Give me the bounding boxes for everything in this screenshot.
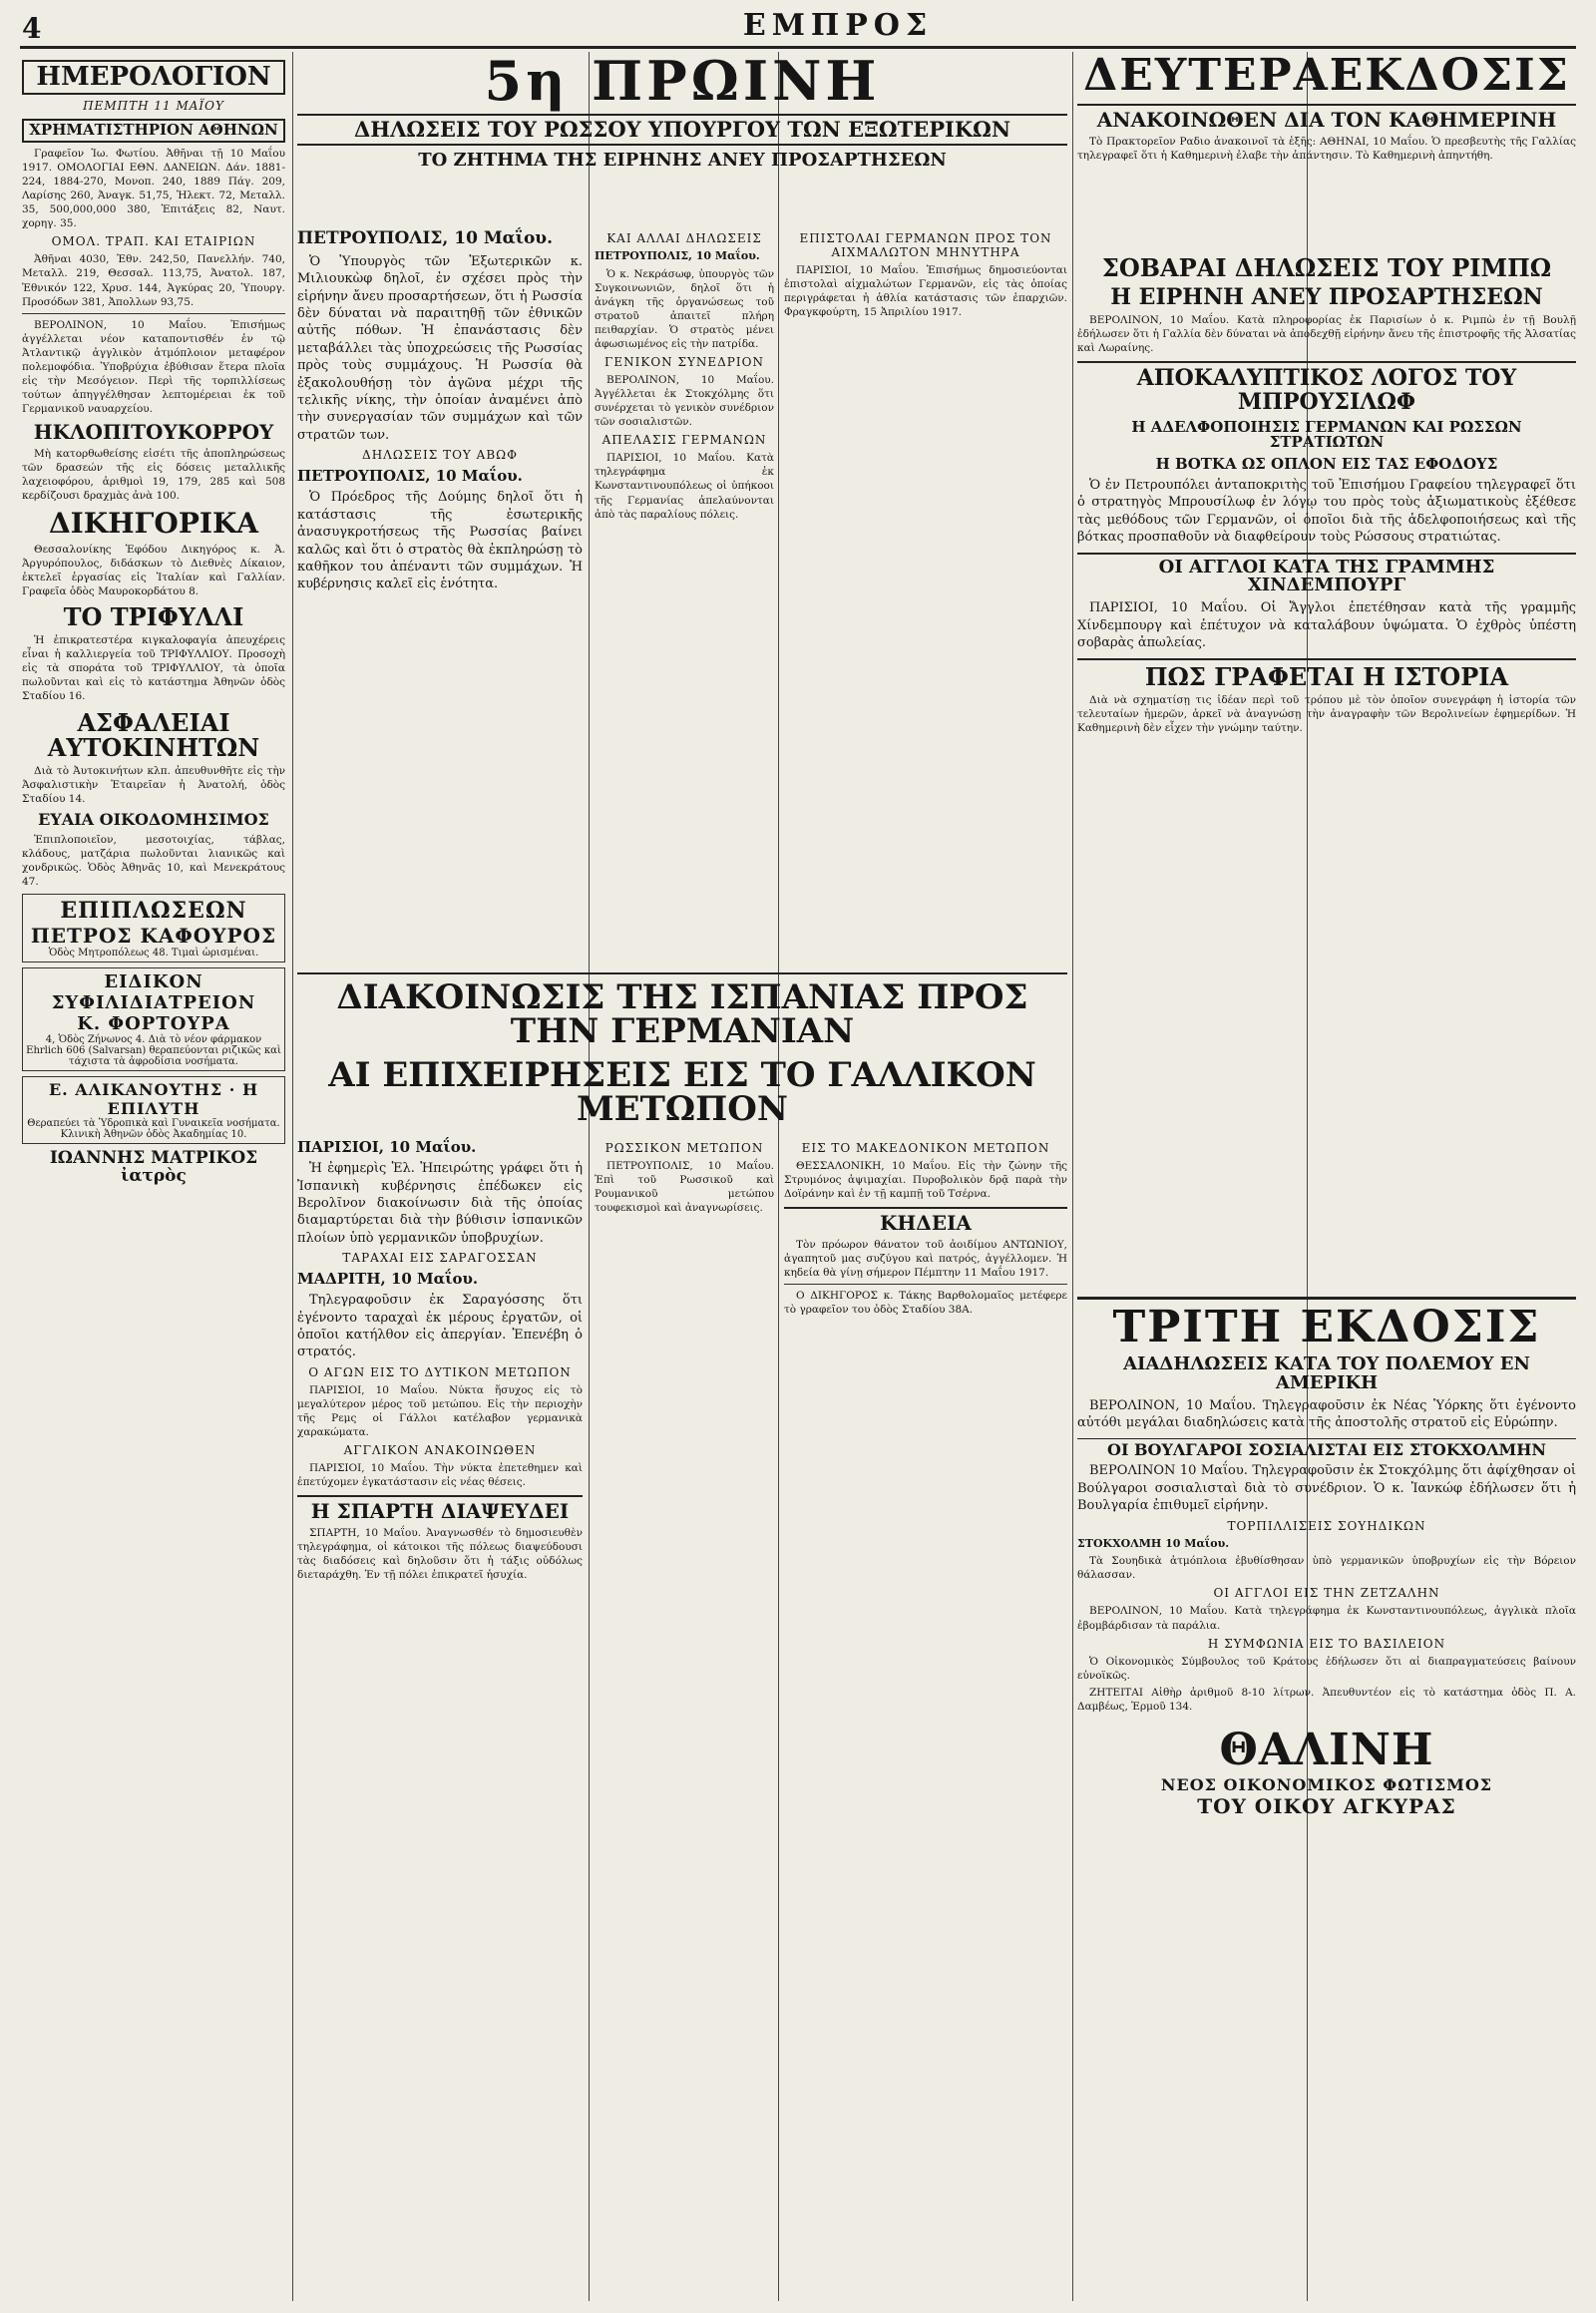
a1-text: Ὁ Ὑπουργὸς τῶν Ἐξωτερικῶν κ. Μιλιουκὼφ δηλοῖ, ἐν σχέσει πρὸς τὴν εἰρήνην ἄνευ προσαρτήσεων, ὅτι ἡ Ρωσσία δὲν δύναται νὰ παραιτηθῇ τῶν ἐθνικῶν αὐτῆς πόθων. Ἡ ἐπανάστασις δὲν μεταβάλλει τὰς ὑποχρεώσεις τῆς Ρωσσίας πρὸς τοὺς συμμάχους. Ἡ Ρωσσία θὰ ἐξακολουθήσῃ τὸν ἀγῶνα μέχρι τῆς τελικῆς νίκης, τὴν ὁποίαν ἀναμένει ἀπὸ τὴν συνεργασίαν τῶν συμμάχων καὶ τῶν στρατῶν των.	[297, 253, 583, 443]
right-header	[1077, 54, 1576, 248]
lawyer-note: Ο ΔΙΚΗΓΟΡΟΣ κ. Τάκης Βαρθολομαῖος μετέφερε τὸ γραφεῖον του ὁδὸς Σταδίου 38Α.	[784, 1290, 1067, 1317]
lawyers-title: ΔΙΚΗΓΟΡΙΚΑ	[48, 507, 259, 541]
syphilis-title: ΕΙΔΙΚΟΝ ΣΥΦΙΛΙΔΙΑΤΡΕΙΟΝ	[51, 971, 256, 1014]
torpedo-dateline: ΣΤΟΚΧΟΛΜΗ 10 Μαΐου.	[1077, 1536, 1230, 1550]
brusilov-text: Ὁ ἐν Πετρουπόλει ἀνταποκριτὴς τοῦ Ἐπισήμου Γραφείου τηλεγραφεῖ ὅτι ὁ στρατηγὸς Μπρουσίλωφ ἐν λόγῳ του πρὸς τοὺς ἀξιωματικοὺς ἐξέθεσε τὰς μεθόδους τῶν Γερμανῶν, οἱ ὁποῖοι διὰ τῆς ἀδελφοποιήσεως καὶ τῆς βότκας προσπαθοῦν νὰ διαφθείρουν τοὺς Ρώσσους στρατιώτας.	[1077, 477, 1576, 546]
column-rule	[292, 52, 293, 2301]
a4-text: ΒΕΡΟΛΙΝΟΝ, 10 Μαΐου. Ἀγγέλλεται ἐκ Στοκχόλμης ὅτι συνέρχεται τὸ γενικὸν συνέδριον τῶν σοσιαλιστῶν.	[595, 374, 774, 429]
thalini-sub: ΝΕΟΣ ΟΙΚΟΝΟΜΙΚΟΣ ΦΩΤΙΣΜΟΣ	[1160, 1774, 1493, 1794]
trifylli-title: ΤΟ ΤΡΙΦΥΛΛΙ	[63, 602, 244, 631]
america-title: ΑΙΑΔΗΛΩΣΕΙΣ ΚΑΤΑ ΤΟΥ ΠΟΛΕΜΟΥ ΕΝ ΑΜΕΡΙΚΗ	[1123, 1353, 1530, 1393]
a3-dateline: ΠΕΤΡΟΥΠΟΛΙΣ, 10 Μαΐου.	[595, 249, 760, 262]
a5-text: ΠΑΡΙΣΙΟΙ, 10 Μαΐου. Κατὰ τηλεγράφημα ἐκ Κωνσταντινουπόλεως οἱ ὑπήκοοι τῆς Γερμανίας ἀπελαύνονται ἀπὸ τὰς παραλίους πόλεις.	[595, 452, 774, 521]
clinic-text: Θεραπεύει τὰ Ὑδροπικὰ καὶ Γυναικεῖα νοσήματα. Κλινικὴ Ἀθηνῶν ὁδὸς Ἀκαδημίας 10.	[27, 1118, 280, 1141]
history-title: ΠΩΣ ΓΡΑΦΕΤΑΙ Η ΙΣΤΟΡΙΑ	[1077, 658, 1576, 689]
a6-text: ΠΑΡΙΣΙΟΙ, 10 Μαΐου. Ἐπισήμως δημοσιεύονται ἐπιστολαὶ αἰχμαλώτων Γερμανῶν, εἰς τὰς ὁποίας περιγράφεται ἡ ἀθλία κατάστασις τῶν ἐπαρχιῶν. Φραγκφούρτη, 15 Ἀπριλίου 1917.	[784, 264, 1067, 319]
sparta-title: Η ΣΠΑΡΤΗ ΔΙΑΨΕΥΔΕΙ	[297, 1495, 583, 1522]
calendar-day: ΠΕΜΠΤΗ 11 ΜΑΪΟΥ	[83, 99, 224, 114]
edition-subtitle: ΔΗΛΩΣΕΙΣ ΤΟΥ ΡΩΣΣΟΥ ΥΠΟΥΡΓΟΥ ΤΩΝ ΕΞΩΤΕΡΙΚΩΝ	[297, 114, 1067, 146]
b3-title: Ο ΑΓΩΝ ΕΙΣ ΤΟ ΔΥΤΙΚΟΝ ΜΕΤΩΠΟΝ	[308, 1364, 572, 1379]
syphilis-name: Κ. ΦΟΡΤΟΥΡΑ	[77, 1013, 230, 1035]
b6-title: ΡΩΣΣΙΚΟΝ ΜΕΤΩΠΟΝ	[604, 1141, 764, 1155]
a3-title: ΚΑΙ ΑΛΛΑΙ ΔΗΛΩΣΕΙΣ	[606, 231, 762, 245]
insurance-title: ΑΣΦΑΛΕΙΑΙ ΑΥΤΟΚΙΝΗΤΩΝ	[47, 707, 260, 762]
hindenburg-text: ΠΑΡΙΣΙΟΙ, 10 Μαΐου. Οἱ Ἄγγλοι ἐπετέθησαν κατὰ τῆς γραμμῆς Χίνδεμπουργ καὶ ἐπέτυχον νὰ καταλάβουν ὑψώματα. Ὁ ἐχθρὸς ὑπέστη σοβαρὰς ἀπωλείας.	[1077, 600, 1576, 651]
clinic-title: Ε. ΑΛΙΚΑΝΟΥΤΗΣ · Η ΕΠΙΛΥΤΗ	[48, 1080, 259, 1119]
fraternize-title: Η ΑΔΕΛΦΟΠΟΙΗΣΙΣ ΓΕΡΜΑΝΩΝ ΚΑΙ ΡΩΣΣΩΝ ΣΤΡΑΤΙΩΤΩΝ	[1131, 417, 1522, 452]
peace-banner: ΤΟ ΖΗΤΗΜΑ ΤΗΣ ΕΙΡΗΝΗΣ ΑΝΕΥ ΠΡΟΣΑΡΤΗΣΕΩΝ	[418, 150, 947, 172]
furniture-ad-title: ΕΠΙΠΛΩΣΕΩΝ	[60, 898, 247, 925]
lower-col-c	[784, 1137, 1067, 2299]
furniture-ad-name: ΠΕΤΡΟΣ ΚΑΦΟΥΡΟΣ	[30, 924, 277, 949]
second-edition: ΔΕΥΤΕΡΑΕΚΔΟΣΙΣ	[1083, 54, 1570, 101]
furniture-ad-address: Ὁδὸς Μητροπόλεως 48. Τιμαὶ ὡρισμέναι.	[48, 948, 259, 960]
america-text: ΒΕΡΟΛΙΝΟΝ, 10 Μαΐου. Τηλεγραφοῦσιν ἐκ Νέας Ὑόρκης ὅτι ἐγένοντο αὐτόθι μεγάλαι διαδηλώσεις κατὰ τῆς ἀποστολῆς στρατοῦ εἰς Εὐρώπην.	[1077, 1397, 1576, 1431]
page-number: 4	[22, 12, 42, 45]
front-headline: ΑΙ ΕΠΙΧΕΙΡΗΣΕΙΣ ΕΙΣ ΤΟ ΓΑΛΛΙΚΟΝ ΜΕΤΩΠΟΝ	[297, 1058, 1067, 1132]
vodka-title: Η ΒΟΤΚΑ ΩΣ ΟΠΛΟΝ ΕΙΣ ΤΑΣ ΕΦΟΔΟΥΣ	[1155, 455, 1498, 474]
king-text: Ὁ Οἰκονομικὸς Σύμβουλος τοῦ Κράτους ἐδήλωσεν ὅτι αἱ διαπραγματεύσεις βαίνουν εὐνοϊκῶς.	[1077, 1655, 1576, 1682]
top-rule	[20, 46, 1576, 49]
job-notice: ΖΗΤΕΙΤΑΙ Αἰθὴρ ἀριθμοῦ 8-10 λίτρων. Ἀπευθυντέον εἰς τὸ κατάστημα ὁδὸς Π. Α. Δαμβέως, Ἑρμοῦ 134.	[1077, 1686, 1576, 1713]
b4-text: ΠΑΡΙΣΙΟΙ, 10 Μαΐου. Τὴν νύκτα ἐπετεθημεν καὶ ἐπετύχομεν ἐγκατάστασιν εἰς νέας θέσεις.	[297, 1462, 583, 1489]
right-main	[1077, 249, 1576, 1297]
ribot-title: ΣΟΒΑΡΑΙ ΔΗΛΩΣΕΙΣ ΤΟΥ ΡΙΜΠΩ	[1101, 253, 1552, 282]
ribot-text: ΒΕΡΟΛΙΝΟΝ, 10 Μαΐου. Κατὰ πληροφορίας ἐκ Παρισίων ὁ κ. Ριμπὼ ἐν τῇ Βουλῇ ἐδήλωσεν ὅτι ἡ Γαλλία δὲν δύναται νὰ ἀποδεχθῇ εἰρήνην ἄνευ τῆς ἐπιστροφῆς τῆς Ἀλσατίας καὶ Λωραίνης.	[1077, 314, 1576, 355]
b5-text: ΘΕΣΣΑΛΟΝΙΚΗ, 10 Μαΐου. Εἰς τὴν ζώνην τῆς Στρυμόνος ἀψιμαχίαι. Πυροβολικὸν δρᾷ παρὰ τὴν Δοϊράνην καὶ ἐν τῇ καμπῇ τοῦ Τσέρνα.	[784, 1160, 1067, 1201]
lower-col-b	[595, 1137, 774, 2299]
center-col-b	[595, 227, 774, 965]
a2-dateline: ΠΕΤΡΟΥΠΟΛΙΣ, 10 Μαΐου.	[297, 467, 523, 486]
masthead: ΕΜΠΡΟΣ	[742, 8, 934, 43]
lottery-text: Μὴ κατορθωθείσης εἰσέτι τῆς ἀποπληρώσεως τῶν δρασεών τῆς εἰς δόσεις μεταλλικῆς λαχειοφόρου, ἀριθμοὶ 19, 179, 285 καὶ 508 κερδίζουσι δραχμὰς ἀνὰ 100.	[22, 448, 285, 503]
clinic-ad	[22, 1076, 285, 1144]
funeral-title: ΚΗΔΕΙΑ	[784, 1207, 1067, 1234]
furniture-text: Ἐπιπλοποιεῖον, μεσοτοιχίας, τάβλας, κλάδους, ματζάρια πωλοῦνται λιανικῶς καὶ χονδρικῶς. Ὁδὸς Ἀθηνᾶς 10, καὶ Μενεκράτους 47.	[22, 833, 285, 889]
fin-title: ΧΡΗΜΑΤΙΣΤΗΡΙΟΝ ΑΘΗΝΩΝ	[22, 119, 285, 143]
thalini-title: ΘΑΛΙΝΗ	[1219, 1724, 1434, 1775]
bulgar-text: ΒΕΡΟΛΙΝΟΝ 10 Μαΐου. Τηλεγραφοῦσιν ἐκ Στοκχόλμης ὅτι ἀφίχθησαν οἱ Βούλγαροι σοσιαλισταὶ διὰ τὸ συνέδριον. Ὁ κ. Ἰανκώφ ἐδήλωσεν ὅτι ἡ Βουλγαρία ἐπιθυμεῖ εἰρήνην.	[1077, 1463, 1576, 1514]
spain-headline: ΔΙΑΚΟΙΝΩΣΙΣ ΤΗΣ ΙΣΠΑΝΙΑΣ ΠΡΟΣ ΤΗΝ ΓΕΡΜΑΝΙΑΝ	[297, 972, 1067, 1048]
torpedo-text: Τὰ Σουηδικὰ ἀτμόπλοια ἐβυθίσθησαν ὑπὸ γερμανικῶν ὑποβρυχίων εἰς τὴν Βόρειον θάλασσαν.	[1077, 1555, 1576, 1582]
king-title: Η ΣΥΜΦΩΝΙΑ ΕΙΣ ΤΟ ΒΑΣΙΛΕΙΟΝ	[1207, 1636, 1446, 1651]
peace-title: Η ΕΙΡΗΝΗ ΑΝΕΥ ΠΡΟΣΑΡΤΗΣΕΩΝ	[1110, 284, 1543, 311]
funeral-text: Τὸν πρόωρον θάνατον τοῦ ἀοιδίμου ΑΝΤΩΝΙΟΥ, ἀγαπητοῦ μας συζύγου καὶ πατρός, ἀγγέλλομεν. Ἡ κηδεία θὰ γίνῃ σήμερον Πέμπτην 11 Μαΐου 1917.	[784, 1239, 1067, 1280]
a1-dateline: ΠΕΤΡΟΥΠΟΛΙΣ, 10 Μαΐου.	[297, 228, 554, 248]
furniture-title: ΕΥΑΙΑ ΟΙΚΟΔΟΜΗΣΙΜΟΣ	[38, 810, 269, 830]
left-column	[22, 54, 285, 2303]
zeppelin-text: ΒΕΡΟΛΙΝΟΝ, 10 Μαΐου. Κατὰ τηλεγράφημα ἐκ Κωνσταντινουπόλεως, ἀγγλικὰ πλοῖα ἐβομβάρδισαν τὰ παράλια.	[1077, 1605, 1576, 1632]
furniture-ad	[22, 894, 285, 963]
lawyers-text: Θεσσαλονίκης Ἐφόδου Δικηγόρος κ. Ἀ. Ἀργυρόπουλος, διδάσκων τὸ Διεθνὲς Δίκαιον, ἐκτελεῖ ἐργασίας εἰς Ἰταλίαν καὶ Γαλλίαν. Γραφεῖα ὁδὸς Μαυροκορδάτου 8.	[22, 543, 285, 597]
fin-text: Γραφεῖον Ἰω. Φωτίου. Ἀθῆναι τῇ 10 Μαΐου 1917. ΟΜΟΛΟΓΙΑΙ ΕΘΝ. ΔΑΝΕΙΩΝ. Δάν. 1881-224, 1884-270, Μονοπ. 240, 1889 Πάγ. 209, Λαρίσης 260, Ἀναγκ. 51,75, Ἠλεκτ. 72, Μεταλλ. 35, 500,000,000 380, Ἐπιτάξεις 82, Ναυτ. χορηγ. 35.	[22, 148, 285, 230]
thalini-sub2: ΤΟΥ ΟΙΚΟΥ ΑΓΚΥΡΑΣ	[1197, 1793, 1456, 1818]
a6-title: ΕΠΙΣΤΟΛΑΙ ΓΕΡΜΑΝΩΝ ΠΡΟΣ ΤΟΝ ΑΙΧΜΑΛΩΤΟΝ ΜΗΝΥΤΗΡΑ	[799, 231, 1052, 259]
syphilis-text: 4, Ὁδὸς Ζήνωνος 4. Διὰ τὸ νέον φάρμακον Ehrlich 606 (Salvarsan) θεραπεύονται ριζικῶς καὶ τάχιστα τὰ ἀφροδίσια νοσήματα.	[26, 1034, 281, 1068]
a2-text: Ὁ Πρόεδρος τῆς Δούμης δηλοῖ ὅτι ἡ κατάστασις τῆς ἐσωτερικῆς ἀνασυγκροτήσεως τῆς Ρωσσίας βαίνει καλῶς καὶ ὅτι ὁ στρατὸς θὰ ἐκπληρώσῃ τὸ καθῆκον του ἀπέναντι τῶν συμμάχων. Ἡ κυβέρνησις καλεῖ εἰς ἑνότητα.	[297, 490, 583, 592]
third-edition: ΤΡΙΤΗ ΕΚΔΟΣΙΣ	[1077, 1297, 1576, 1349]
history-text: Διὰ νὰ σχηματίσῃ τις ἰδέαν περὶ τοῦ τρόπου μὲ τὸν ὁποῖον συνεγράφη ἡ ἱστορία τῶν τελευταίων ἡμερῶν, ἀρκεῖ νὰ ἀναγνώσῃ τὴν ἀναγραφὴν τῶν Βερολινείων ἐφημερίδων. Ἡ Καθημερινὴ δὲν εἶχεν τὴν γνώμην ταύτην.	[1077, 693, 1576, 734]
trifylli-text: Ἡ ἐπικρατεστέρα κιγκαλοφαγία ἀπευχέρεις εἶναι ἡ καλλιεργεία τοῦ ΤΡΙΦΥΛΛΙΟΥ. Προσοχὴ εἰς τὰ σποράτα τοῦ ΤΡΙΦΥΛΛΙΟΥ, τὰ ὁποῖα πωλοῦνται καὶ εἰς τὸ κατάστημα Ἀθηνῶν ὁδὸς Σταδίου 16.	[22, 634, 285, 703]
b3-text: ΠΑΡΙΣΙΟΙ, 10 Μαΐου. Νύκτα ἥσυχος εἰς τὸ μεγαλύτερον μέρος τοῦ μετώπου. Εἰς τὴν περιοχὴν τῆς Ρεμς οἱ Γάλλοι κατέλαβον γερμανικὰ χαρακώματα.	[297, 1383, 583, 1439]
b2-text: Τηλεγραφοῦσιν ἐκ Σαραγόσσης ὅτι ἐγένοντο ταραχαὶ ἐκ μέρους ἐργατῶν, οἱ ὁποῖοι κατήλθον εἰς ἀπεργίαν. Ἐπενέβη ὁ στρατός.	[297, 1293, 583, 1360]
center-col-a	[297, 227, 583, 965]
edition-title: 5η ΠΡΩΙΝΗ	[484, 54, 881, 113]
center-col-c	[784, 227, 1067, 965]
b2-dateline: ΜΑΔΡΙΤΗ, 10 Μαΐου.	[297, 1270, 479, 1289]
column-rule	[589, 52, 590, 2301]
calendar-title: ΗΜΕΡΟΛΟΓΙΟΝ	[22, 60, 285, 95]
b2-title: ΤΑΡΑΧΑΙ ΕΙΣ ΣΑΡΑΓΟΣΣΑΝ	[342, 1251, 538, 1266]
insurance-text: Διὰ τὸ Ἀυτοκινήτων κλπ. ἀπευθυνθῆτε εἰς τὴν Ἀσφαλιστικὴν Ἑταιρεῖαν ἡ Ἀνατολή, ὁδὸς Σταδίου 14.	[22, 764, 285, 805]
hindenburg-title: ΟΙ ΑΓΓΛΟΙ ΚΑΤΑ ΤΗΣ ΓΡΑΜΜΗΣ ΧΙΝΔΕΜΠΟΥΡΓ	[1077, 553, 1576, 596]
sparta-text: ΣΠΑΡΤΗ, 10 Μαΐου. Ἀναγνωσθέν τὸ δημοσιευθὲν τηλεγράφημα, οἱ κάτοικοι τῆς πόλεως διαψεύδουσι τὰς διαδόσεις καὶ δηλοῦσιν ὅτι ἡ τάξις οὐδόλως διεταράχθη. Ἐν τῇ πόλει ἐπικρατεῖ ἡσυχία.	[297, 1527, 583, 1582]
brusilov-title: ΑΠΟΚΑΛΥΠΤΙΚΟΣ ΛΟΓΟΣ ΤΟΥ ΜΠΡΟΥΣΙΛΩΦ	[1077, 361, 1576, 413]
right-third-edition	[1077, 1297, 1576, 2299]
a3-text: Ὁ κ. Νεκράσωφ, ὑπουργὸς τῶν Συγκοινωνιῶν, δηλοῖ ὅτι ἡ ἀνάγκη τῆς ὀργανώσεως τοῦ στρατοῦ ἀπαιτεῖ πλήρη πειθαρχίαν. Ὁ στρατὸς μένει ἀφωσιωμένος εἰς τὴν πατρίδα.	[595, 267, 774, 351]
a2-title: ΔΗΛΩΣΕΙΣ ΤΟΥ ΑΒΩΦ	[362, 448, 518, 463]
kathimerini-title: ΑΝΑΚΟΙΝΩΘΕΝ ΔΙΑ ΤΟΝ ΚΑΘΗΜΕΡΙΝΗ	[1077, 104, 1576, 131]
b5-title: ΕΙΣ ΤΟ ΜΑΚΕΔΟΝΙΚΟΝ ΜΕΤΩΠΟΝ	[801, 1141, 1050, 1155]
a5-title: ΑΠΕΛΑΣΙΣ ΓΕΡΜΑΝΩΝ	[601, 433, 767, 448]
divider	[22, 313, 285, 314]
divider	[784, 1284, 1067, 1285]
thalini-ad	[1077, 1722, 1576, 1821]
doctor-title: ΙΩΑΝΝΗΣ ΜΑΤΡΙΚΟΣ ἰατρὸς	[49, 1148, 258, 1186]
b6-text: ΠΕΤΡΟΥΠΟΛΙΣ, 10 Μαΐου. Ἐπὶ τοῦ Ρωσσικοῦ καὶ Ρουμανικοῦ μετώπου τουφεκισμοὶ καὶ ἀναγνωρίσεις.	[595, 1160, 774, 1215]
b1-dateline: ΠΑΡΙΣΙΟΙ, 10 Μαΐου.	[297, 1138, 477, 1156]
news-text: ΒΕΡΟΛΙΝΟΝ, 10 Μαΐου. Ἐπισήμως ἀγγέλλεται νέον καταποντισθέν ἐν τῷ Ἀτλαντικῷ ἀγγλικὸν ἀτμόπλοιον μεταφέρον πολεμοφόδια. Ὑποβρύχια ἐβύθισαν ἕτερα πλοῖα εἰς τὴν Μεσόγειον. Περὶ τῆς τορπιλλίσεως τούτων ἀπηγγέλθησαν λεπτομέρειαι ἐκ τοῦ Γερμανικοῦ ναυαρχείου.	[22, 318, 285, 416]
zeppelin-title: ΟΙ ΑΓΓΛΟΙ ΕΙΣ ΤΗΝ ΖΕΤΖΑΛΗΝ	[1213, 1586, 1440, 1601]
syphilis-ad	[22, 967, 285, 1071]
lottery-title: ΗΚΛΟΠΙΤΟΥΚΟΡΡΟΥ	[33, 420, 274, 445]
bulgar-title: ΟΙ ΒΟΥΛΓΑΡΟΙ ΣΟΣΙΑΛΙΣΤΑΙ ΕΙΣ ΣΤΟΚΧΟΛΜΗΝ	[1077, 1438, 1576, 1459]
kathimerini-text: Τὸ Πρακτορεῖον Ραδιο ἀνακοινοῖ τὰ ἑξῆς: ΑΘΗΝΑΙ, 10 Μαΐου. Ὁ πρεσβευτὴς τῆς Γαλλίας τηλεγραφεῖ ὅτι ἡ Καθημερινὴ ἐλαβε τὴν ἀπάντησιν. Τὸ Καθημερινὴ ἀπηντήθη.	[1077, 136, 1576, 163]
bank-text: Ἀθῆναι 4030, Ἐθν. 242,50, Πανελλήν. 740, Μεταλλ. 219, Θεσσαλ. 113,75, Ἀνατολ. 187, Ἐθνικόν 122, Χρυσ. 144, Ἀγκύρας 20, Ὑπουργ. Προσόδων 381, Ἀπολλων 93,75.	[22, 253, 285, 308]
torpedo-title: ΤΟΡΠΙΛΛΙΣΕΙΣ ΣΟΥΗΔΙΚΩΝ	[1227, 1518, 1426, 1533]
a4-title: ΓΕΝΙΚΟΝ ΣΥΝΕΔΡΙΟΝ	[604, 355, 764, 370]
b1-text: Ἡ ἐφημερὶς Ἑλ. Ἠπειρώτης γράφει ὅτι ἡ Ἰσπανικὴ κυβέρνησις ἐπέδωκεν εἰς Βερολῖνον διακοίνωσιν διὰ τῆς ὁποίας διαμαρτύρεται διὰ τὴν βύθισιν ἰσπανικῶν πλοίων ὑπὸ γερμανικῶν ὑποβρυχίων.	[297, 1161, 583, 1246]
column-rule	[778, 52, 779, 2301]
b4-title: ΑΓΓΛΙΚΟΝ ΑΝΑΚΟΙΝΩΘΕΝ	[343, 1443, 537, 1458]
center-header	[297, 54, 1067, 243]
bank-title: ΟΜΟΛ. ΤΡΑΠ. ΚΑΙ ΕΤΑΙΡΙΩΝ	[51, 234, 256, 249]
spain-banner	[297, 972, 1067, 1132]
lower-col-a	[297, 1137, 583, 2299]
column-rule	[1072, 52, 1073, 2301]
